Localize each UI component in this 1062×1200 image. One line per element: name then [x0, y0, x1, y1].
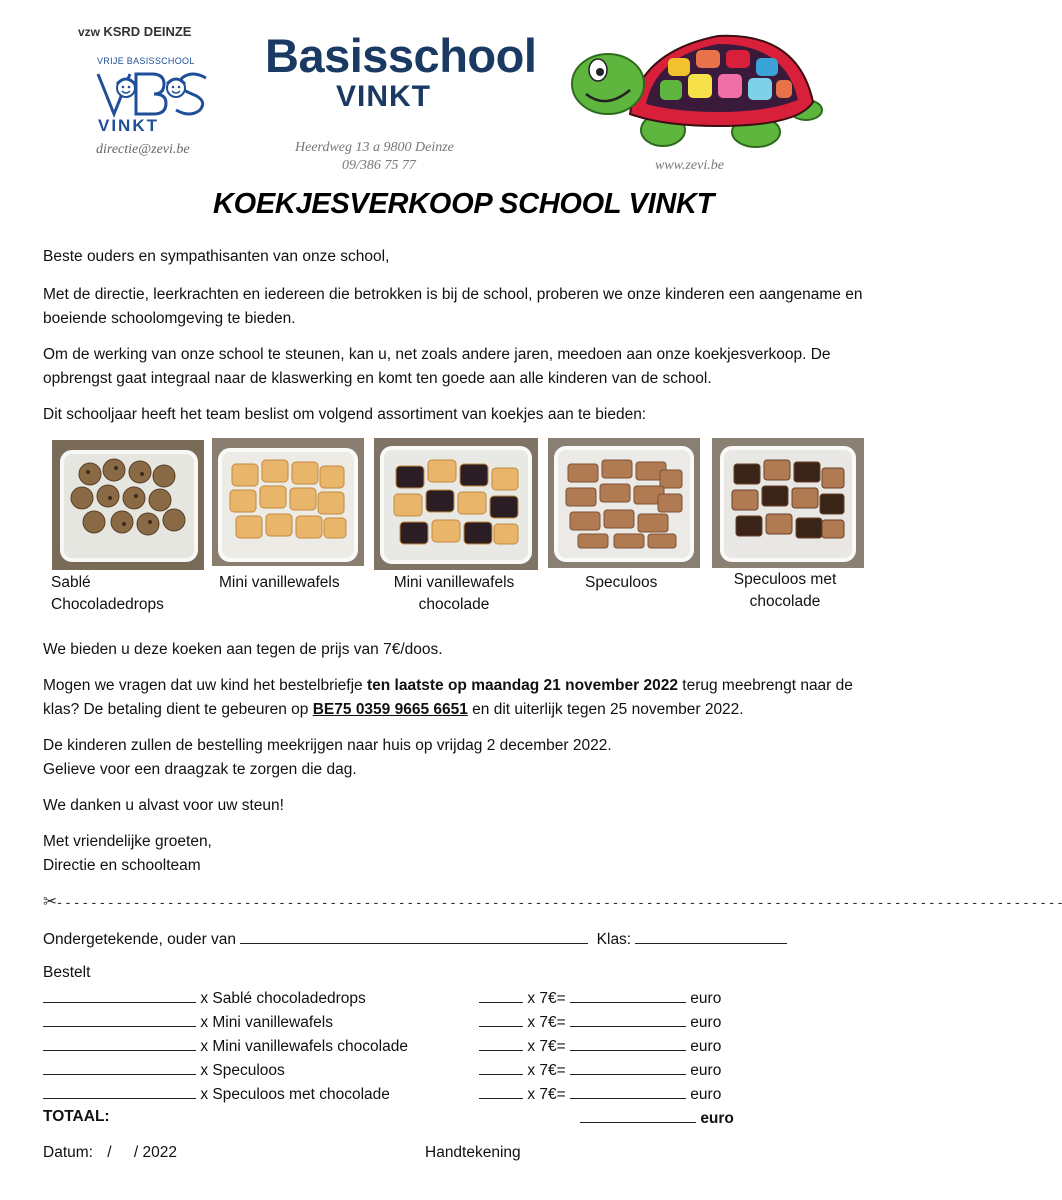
product-caption-mini-vanillewafels: Mini vanillewafels — [219, 574, 340, 591]
greeting: Beste ouders en sympathisanten van onze school, — [43, 248, 390, 265]
class-field[interactable] — [635, 929, 787, 944]
school-town: VINKT — [336, 80, 431, 113]
subtotal-field[interactable] — [570, 1012, 686, 1027]
date-row: Datum: / / 2022 — [43, 1144, 178, 1161]
count-field[interactable] — [479, 1012, 523, 1027]
email-address: directie@zevi.be — [96, 142, 190, 157]
vbs-subtitle: VRIJE BASISSCHOOL — [97, 56, 195, 66]
page-title: KOEKJESVERKOOP SCHOOL VINKT — [212, 188, 715, 220]
order-row-price: x 7€= euro — [479, 988, 721, 1008]
product-photo-mini-vanillewafels-chocolade — [374, 438, 538, 570]
quantity-field[interactable] — [43, 1060, 196, 1075]
order-row-price: x 7€= euro — [479, 1036, 721, 1056]
count-field[interactable] — [479, 1036, 523, 1051]
order-row-price: x 7€= euro — [479, 1060, 721, 1080]
subtotal-field[interactable] — [570, 1084, 686, 1099]
school-phone: 09/386 75 77 — [342, 158, 416, 173]
subtotal-field[interactable] — [570, 988, 686, 1003]
quantity-field[interactable] — [43, 988, 196, 1003]
quantity-field[interactable] — [43, 1084, 196, 1099]
product-caption-speculoos: Speculoos — [585, 574, 658, 591]
paragraph-assortment: Dit schooljaar heeft het team beslist om volgend assortiment van koekjes aan te bieden: — [43, 406, 647, 423]
product-caption-sable: Sablé Chocoladedrops — [51, 574, 164, 613]
total-row: euro — [580, 1108, 734, 1128]
total-label: TOTAAL: — [43, 1108, 110, 1125]
association-name: vzw KSRD DEINZE — [78, 24, 192, 39]
school-website: www.zevi.be — [655, 158, 724, 173]
paragraph-support: Om de werking van onze school te steunen, kan u, net zoals andere jaren, meedoen aan onze koekjesverkoop. De opbrengst gaat integraal naar de klaswerking en komt ten goede aan alle kinderen van de school. — [43, 346, 831, 387]
order-row-price: x 7€= euro — [479, 1012, 721, 1032]
subtotal-field[interactable] — [570, 1060, 686, 1075]
bank-account: BE75 0359 9665 6651 — [312, 701, 468, 718]
order-label: Bestelt — [43, 964, 91, 981]
paragraph-delivery: De kinderen zullen de bestelling meekrijgen naar huis op vrijdag 2 december 2022. Gelieve voor een draagzak te zorgen die dag. — [43, 737, 612, 778]
product-photo-speculoos — [548, 438, 700, 568]
product-photo-sable — [52, 440, 204, 570]
thanks-line: We danken u alvast voor uw steun! — [43, 797, 284, 814]
closing: Met vriendelijke groeten, Directie en schoolteam — [43, 833, 212, 874]
total-amount-field[interactable] — [580, 1108, 696, 1123]
subtotal-field[interactable] — [570, 1036, 686, 1051]
cut-line: ✂- - - - - - - - - - - - - - - - - - - - - - - - - - - - - - - - - - - - - - - - - - - - - - - - - - - - - - - - - - - - - - - - - - - - - - - - - - - - - - - - - - - - - - - - - - - - - - - - - - - - - - - - - - - - - - - - - - - - - - — [43, 892, 1062, 911]
vbs-town: VINKT — [98, 116, 159, 135]
count-field[interactable] — [479, 988, 523, 1003]
order-row-item: x Mini vanillewafels — [43, 1012, 333, 1032]
turtle-mascot-icon — [568, 22, 826, 157]
order-row-price: x 7€= euro — [479, 1084, 721, 1104]
quantity-field[interactable] — [43, 1036, 196, 1051]
school-name: Basisschool — [265, 29, 537, 82]
signer-row: Ondergetekende, ouder van Klas: — [43, 929, 787, 949]
school-address: Heerdweg 13 a 9800 Deinze — [295, 140, 454, 155]
scissors-icon: ✂ — [43, 892, 58, 911]
vbs-kids-logo-icon — [96, 70, 211, 118]
quantity-field[interactable] — [43, 1012, 196, 1027]
product-photo-speculoos-chocolade — [712, 438, 864, 568]
count-field[interactable] — [479, 1084, 523, 1099]
order-row-item: x Speculoos — [43, 1060, 285, 1080]
product-caption-speculoos-chocolade: Speculoos met chocolade — [733, 571, 837, 610]
product-photo-mini-vanillewafels — [212, 438, 364, 566]
count-field[interactable] — [479, 1060, 523, 1075]
signature-label: Handtekening — [425, 1144, 521, 1161]
child-name-field[interactable] — [240, 929, 588, 944]
paragraph-intro: Met de directie, leerkrachten en iedereen die betrokken is bij de school, proberen we onze kinderen een aangename en boeiende schoolomgeving te bieden. — [43, 286, 863, 327]
price-line: We bieden u deze koeken aan tegen de prijs van 7€/doos. — [43, 641, 443, 658]
paragraph-deadline: Mogen we vragen dat uw kind het bestelbriefje ten laatste op maandag 21 november 2022 terug meebrengt naar de klas? De betaling dient te gebeuren op BE75 0359 9665 6651 en dit uiterlijk tegen 25 november 2022. — [43, 677, 853, 718]
product-caption-mini-vanillewafels-chocolade: Mini vanillewafels chocolade — [393, 574, 515, 613]
deadline-date: ten laatste op maandag 21 november 2022 — [366, 677, 678, 694]
order-row-item: x Speculoos met chocolade — [43, 1084, 390, 1104]
order-row-item: x Mini vanillewafels chocolade — [43, 1036, 408, 1056]
vbs-logo-block — [70, 20, 230, 170]
order-row-item: x Sablé chocoladedrops — [43, 988, 366, 1008]
